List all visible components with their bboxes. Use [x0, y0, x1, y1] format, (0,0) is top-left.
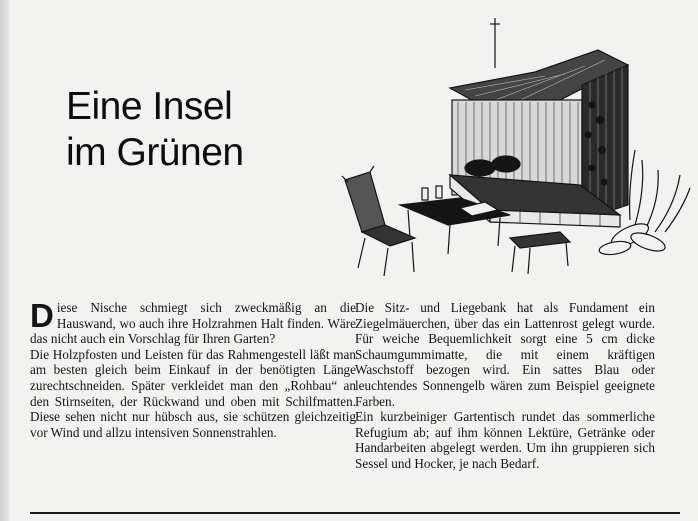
cushion [465, 160, 495, 176]
bottom-rule [30, 512, 680, 514]
paragraph-frame: Die Holzpfosten und Leisten für das Rahmengestell läßt man am besten gleich beim Einkauf in der benötigten Länge zurechtschneiden. Später verkleidet man den „Rohbau“ an den Stirnseiten, der Rückwand und oben mit Schilfmatten. Diese sehen nicht nur hübsch aus, sie schützen gleichzeitig vor Wind und allzu intensiven Sonnenstrahlen. [30, 346, 356, 440]
headline [66, 84, 326, 176]
page-edge-shadow [0, 0, 10, 521]
paragraph-intro [30, 297, 356, 347]
text-column-right [355, 300, 655, 472]
text-column-left [30, 297, 356, 440]
paragraph-bench: Die Sitz- und Liegebank hat als Fundament ein Ziegelmäuerchen, über das ein Lattenrost gelegt wurde. Für weiche Bequemlichkeit sorgt eine 5 cm dicke Schaumgummimatte, die mit einem kräftigen Waschstoff bezogen wird. Ein sattes Blau oder leuchtendes Sonnengelb wären zum Beispiel geeignete Farben. [355, 300, 655, 409]
headline-line-2: im Grünen [66, 131, 244, 174]
headline-line-1: Eine Insel [66, 85, 233, 128]
stool [510, 232, 570, 248]
intro-text: iese Nische schmiegt sich zweckmäßig an die Hauswand, wo auch ihre Holzrahmen Halt finden. Wäre das nicht auch ein Vorschlag für Ihren Garten? [30, 300, 356, 347]
chair-back [345, 172, 385, 232]
paragraph-table: Ein kurzbeiniger Gartentisch rundet das sommerliche Refugium ab; auf ihm können Lektüre, Getränke oder Handarbeiten abgelegt werden. Um ihn gruppieren sich Sessel und Hocker, je nach Bedarf. [355, 409, 655, 471]
drop-cap: D [30, 297, 54, 334]
garden-niche-illustration [330, 10, 695, 278]
